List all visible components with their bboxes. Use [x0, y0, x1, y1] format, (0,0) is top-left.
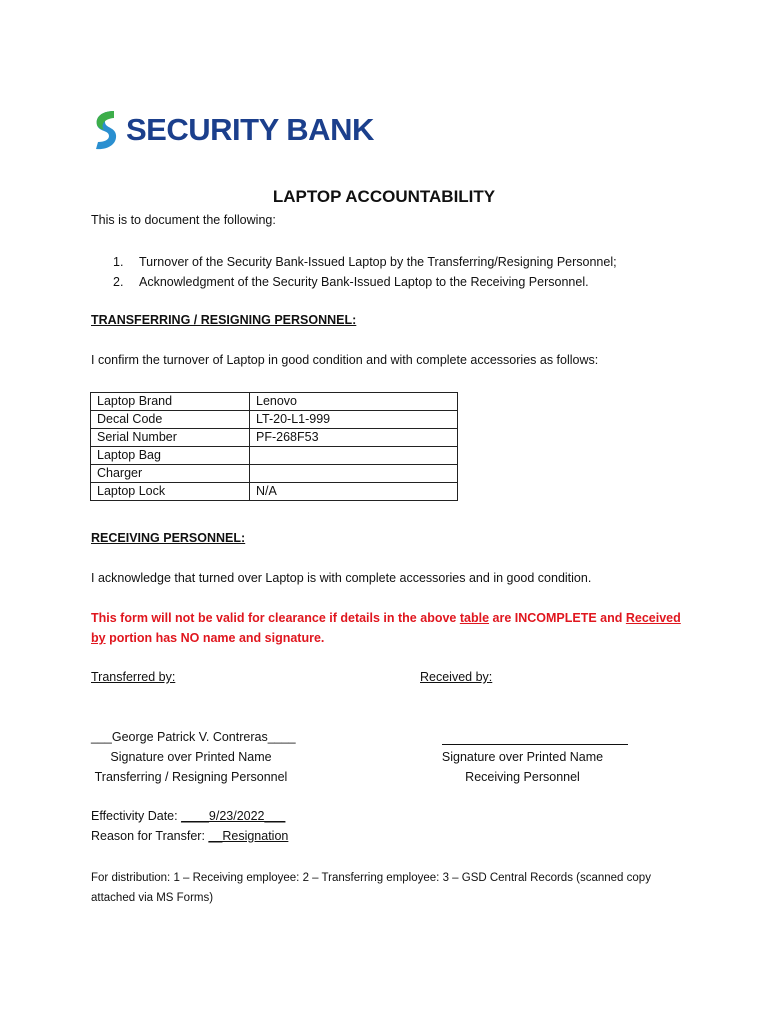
intro-text: This is to document the following:	[91, 213, 276, 227]
logo-text: SECURITY BANK	[126, 112, 374, 147]
laptop-details-table	[90, 392, 458, 501]
list-number: 1.	[113, 255, 124, 269]
table-cell-label: Laptop Brand	[91, 393, 250, 411]
table-cell-value: LT-20-L1-999	[250, 411, 458, 429]
receiving-statement: I acknowledge that turned over Laptop is with complete accessories and in good condition.	[91, 571, 592, 585]
transferring-name: ___George Patrick V. Contreras____	[91, 730, 296, 744]
purpose-list	[91, 252, 617, 292]
table-row	[91, 429, 458, 447]
table-cell-label: Laptop Lock	[91, 483, 250, 501]
list-item	[91, 252, 617, 272]
table-row	[91, 411, 458, 429]
transferring-heading: TRANSFERRING / RESIGNING PERSONNEL:	[91, 313, 357, 327]
reason-row	[91, 829, 288, 843]
warning-text: portion has NO name and signature.	[105, 631, 325, 645]
signature-caption-right: Signature over Printed Name	[441, 750, 604, 764]
table-cell-value	[250, 465, 458, 483]
effectivity-label: Effectivity Date:	[91, 809, 178, 823]
list-text: Turnover of the Security Bank-Issued Laptop by the Transferring/Resigning Personnel;	[139, 255, 617, 269]
reason-value: __Resignation	[208, 829, 289, 843]
table-row	[91, 393, 458, 411]
table-row	[91, 465, 458, 483]
transferring-statement: I confirm the turnover of Laptop in good condition and with complete accessories as follows:	[91, 353, 599, 367]
page-title: LAPTOP ACCOUNTABILITY	[272, 187, 496, 206]
receiving-signature-line	[442, 730, 628, 745]
security-bank-logo	[92, 108, 374, 152]
table-cell-value: N/A	[250, 483, 458, 501]
received-by-label: Received by:	[420, 670, 493, 684]
effectivity-date-row	[91, 809, 285, 823]
warning-table-ref: table	[459, 611, 490, 625]
warning-text: This form will not be valid for clearance if details in the above	[91, 611, 460, 625]
list-text: Acknowledgment of the Security Bank-Issued Laptop to the Receiving Personnel.	[139, 275, 589, 289]
table-cell-label: Serial Number	[91, 429, 250, 447]
table-row	[91, 447, 458, 465]
table-cell-label: Charger	[91, 465, 250, 483]
validity-warning	[91, 608, 691, 648]
transferred-by-label: Transferred by:	[91, 670, 176, 684]
role-right: Receiving Personnel	[465, 770, 580, 784]
signature-caption-left: Signature over Printed Name	[110, 750, 272, 764]
list-item	[91, 272, 617, 292]
reason-label: Reason for Transfer:	[91, 829, 205, 843]
list-number: 2.	[113, 275, 124, 289]
receiving-heading: RECEIVING PERSONNEL:	[91, 531, 246, 545]
effectivity-value: ____9/23/2022___	[181, 809, 286, 823]
warning-received-by-ref: Received by	[91, 611, 681, 645]
role-left: Transferring / Resigning Personnel	[94, 770, 288, 784]
table-cell-value: Lenovo	[250, 393, 458, 411]
table-cell-label: Decal Code	[91, 411, 250, 429]
table-cell-label: Laptop Bag	[91, 447, 250, 465]
warning-text: are INCOMPLETE and	[489, 611, 626, 625]
distribution-note: For distribution: 1 – Receiving employee: 2 – Transferring employee: 3 – GSD Central Records (scanned copy attached via MS Forms)	[91, 872, 651, 904]
security-bank-mark-icon	[92, 109, 120, 151]
table-cell-value: PF-268F53	[250, 429, 458, 447]
table-row	[91, 483, 458, 501]
table-cell-value	[250, 447, 458, 465]
